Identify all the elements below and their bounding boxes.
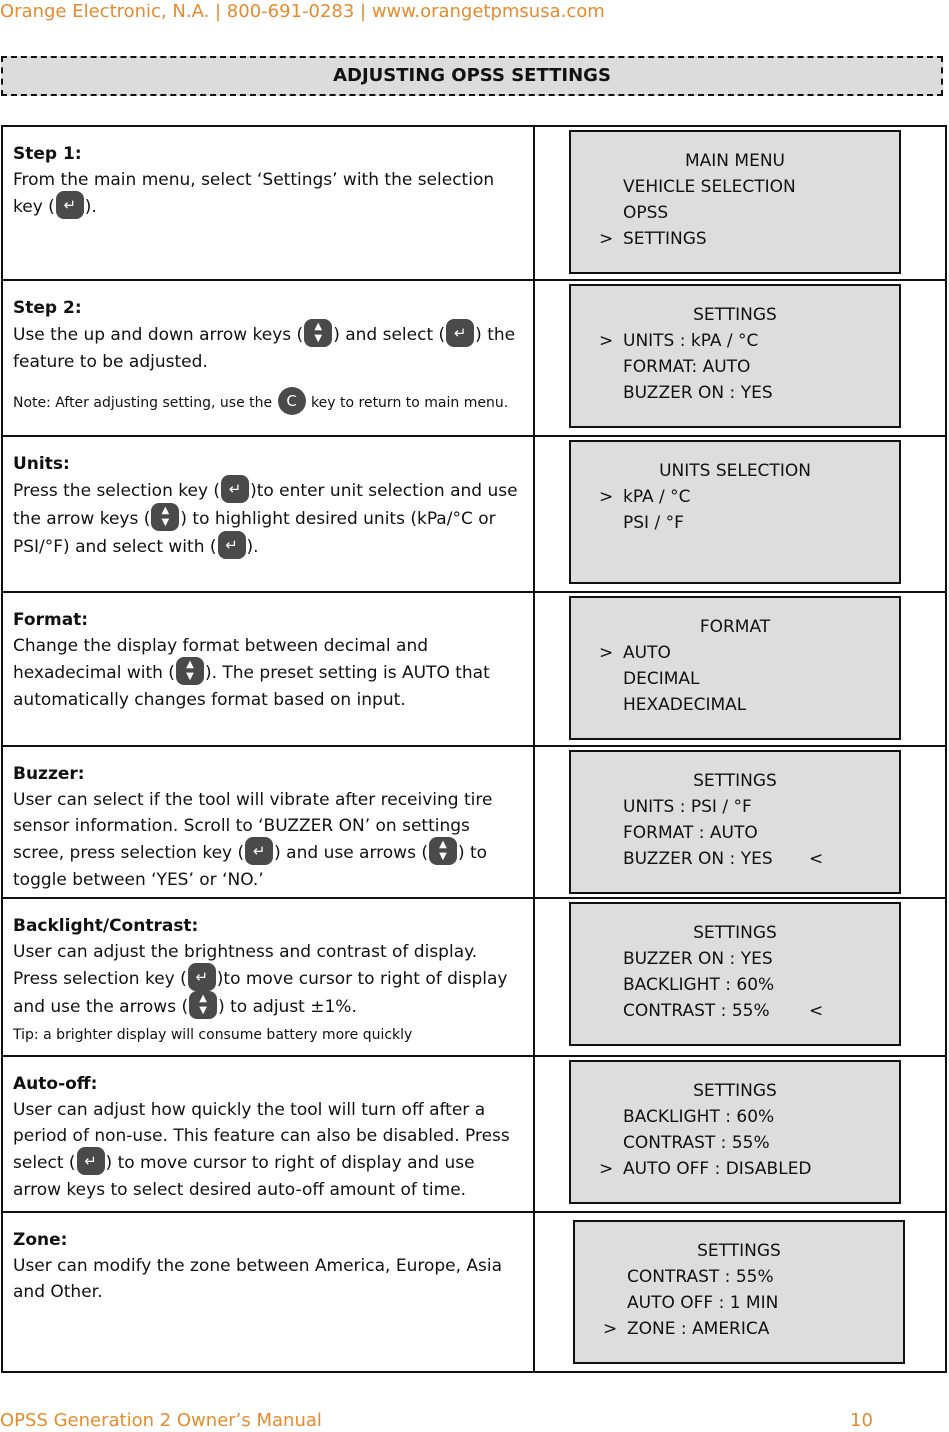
lcd-line: > kPA / °C (571, 484, 899, 510)
lcd-cell (534, 280, 946, 436)
cursor-indicator: > (599, 229, 614, 249)
header-contact-line: Orange Electronic, N.A. | 800-691-0283 | www.orangetpmsusa.com (0, 1, 605, 22)
cursor-indicator: > (599, 331, 614, 351)
lcd-line: CONTRAST : 55% (623, 1133, 770, 1153)
lcd-line: CONTRAST : 55% < (571, 998, 899, 1024)
lcd-line: BUZZER ON : YES (623, 949, 773, 969)
step-row-auto-off (2, 1056, 946, 1212)
lcd-line: OPSS (623, 203, 669, 223)
lcd-title: UNITS SELECTION (659, 461, 811, 481)
step-title: Zone: (13, 1230, 68, 1250)
step-text: User can adjust how quickly the tool will turn off after a period of non-use. This feature can also be disabled. Press select ( ↵ ) to move cursor to right of display and use arrow keys to select desired auto-off amount of time. (13, 1100, 510, 1200)
section-banner: ADJUSTING OPSS SETTINGS (1, 56, 943, 96)
page-number: 10 (850, 1410, 873, 1431)
lcd-cell (534, 898, 946, 1056)
lcd-screen-zone (573, 1220, 905, 1364)
step-description (2, 1056, 534, 1212)
step-description (2, 280, 534, 436)
step-text: User can adjust the brightness and contrast of display. Press selection key ( ↵ )to move cursor to right of display and use the arrows ( ▲ ▼ ) to adjust ±1%. (13, 942, 508, 1017)
footer-manual-title: OPSS Generation 2 Owner’s Manual (0, 1410, 322, 1431)
step-text: User can select if the tool will vibrate after receiving tire sensor information. Scroll to ‘BUZZER ON’ on settings scree, press selection key ( ↵ ) and use arrows ( ▲ ▼ ) to toggle between ‘YES’ or ‘NO.’ (13, 790, 493, 890)
step-description (2, 746, 534, 898)
lcd-line: BUZZER ON : YES < (571, 846, 899, 872)
lcd-title: FORMAT (699, 617, 771, 637)
enter-key-icon: ↵ (77, 1147, 105, 1175)
step-note: Note: After adjusting setting, use the C key to return to main menu. (13, 389, 523, 417)
step-text: Change the display format between decimal and hexadecimal with ( ▲ ▼ ). The preset setting is AUTO that automatically changes format based on input. (13, 636, 490, 710)
lcd-screen-units (569, 440, 901, 584)
lcd-cell (534, 436, 946, 592)
lcd-line: BACKLIGHT : 60% (623, 1107, 775, 1127)
lcd-line: FORMAT: AUTO (623, 357, 751, 377)
lcd-screen-main-menu (569, 130, 901, 274)
clear-key-icon: C (278, 387, 306, 415)
arrow-keys-icon: ▲ ▼ (189, 991, 217, 1019)
lcd-title: SETTINGS (693, 771, 777, 791)
step-title: Step 1: (13, 144, 82, 164)
step-title: Step 2: (13, 298, 82, 318)
cursor-indicator: > (599, 487, 614, 507)
lcd-screen-settings (569, 284, 901, 428)
enter-key-icon: ↵ (221, 475, 249, 503)
lcd-line: VEHICLE SELECTION (623, 177, 796, 197)
enter-key-icon: ↵ (446, 319, 474, 347)
step-row-buzzer (2, 746, 946, 898)
step-row-units (2, 436, 946, 592)
step-description (2, 592, 534, 746)
lcd-line: DECIMAL (623, 669, 700, 689)
cursor-indicator: < (809, 849, 824, 869)
lcd-screen-buzzer (569, 750, 901, 894)
arrow-keys-icon: ▲ ▼ (429, 837, 457, 865)
lcd-screen-backlight (569, 902, 901, 1046)
step-text: Press the selection key ( ↵ )to enter unit selection and use the arrow keys ( ▲ ▼ ) to highlight desired units (kPa/°C or PSI/°F) and select with ( ↵ ). (13, 477, 523, 561)
lcd-line: BUZZER ON : YES (623, 383, 773, 403)
lcd-line: FORMAT : AUTO (623, 823, 758, 843)
lcd-title: SETTINGS (693, 923, 777, 943)
lcd-cell (534, 592, 946, 746)
lcd-title: SETTINGS (693, 1081, 777, 1101)
step-row-format (2, 592, 946, 746)
lcd-cell (534, 126, 946, 280)
cursor-indicator: < (809, 1001, 824, 1021)
step-text: Use the up and down arrow keys ( ▲ ▼ ) and select ( ↵ ) the feature to be adjusted. (13, 321, 516, 372)
arrow-keys-icon: ▲ ▼ (304, 319, 332, 347)
settings-steps-table (1, 125, 947, 1373)
lcd-line: AUTO OFF : 1 MIN (627, 1293, 779, 1313)
enter-key-icon: ↵ (188, 963, 216, 991)
step-text: From the main menu, select ‘Settings’ with the selection key ( ↵ ). (13, 170, 495, 217)
cursor-indicator: > (599, 643, 614, 663)
lcd-screen-auto-off (569, 1060, 901, 1204)
lcd-line: CONTRAST : 55% (627, 1267, 774, 1287)
lcd-line: > UNITS : kPA / °C (571, 328, 899, 354)
enter-key-icon: ↵ (218, 531, 246, 559)
step-title: Units: (13, 454, 70, 474)
lcd-line: BACKLIGHT : 60% (623, 975, 775, 995)
step-description (2, 436, 534, 592)
lcd-line: HEXADECIMAL (623, 695, 747, 715)
step-text: User can modify the zone between America, Europe, Asia and Other. (13, 1256, 503, 1302)
arrow-keys-icon: ▲ ▼ (151, 503, 179, 531)
lcd-title: SETTINGS (693, 305, 777, 325)
step-row-backlight (2, 898, 946, 1056)
step-title: Format: (13, 610, 89, 630)
lcd-title: MAIN MENU (685, 151, 785, 171)
enter-key-icon: ↵ (245, 837, 273, 865)
lcd-cell (534, 1212, 946, 1372)
lcd-line: > AUTO (571, 640, 899, 666)
arrow-keys-icon: ▲ ▼ (176, 657, 204, 685)
step-title: Auto-off: (13, 1074, 98, 1094)
lcd-cell (534, 746, 946, 898)
cursor-indicator: > (603, 1319, 618, 1339)
step-description (2, 126, 534, 280)
lcd-line: UNITS : PSI / °F (623, 797, 752, 817)
lcd-line: > AUTO OFF : DISABLED (571, 1156, 899, 1182)
enter-key-icon: ↵ (56, 191, 84, 219)
step-description (2, 1212, 534, 1372)
step-row-1 (2, 126, 946, 280)
lcd-cell (534, 1056, 946, 1212)
lcd-line: > ZONE : AMERICA (575, 1316, 903, 1342)
lcd-line: > SETTINGS (571, 226, 899, 252)
lcd-screen-format (569, 596, 901, 740)
step-title: Buzzer: (13, 764, 85, 784)
step-row-2 (2, 280, 946, 436)
step-description (2, 898, 534, 1056)
cursor-indicator: > (599, 1159, 614, 1179)
step-title: Backlight/Contrast: (13, 916, 199, 936)
lcd-title: SETTINGS (697, 1241, 781, 1261)
step-row-zone (2, 1212, 946, 1372)
step-tip: Tip: a brighter display will consume battery more quickly (13, 1027, 413, 1043)
lcd-line: PSI / °F (623, 513, 684, 533)
